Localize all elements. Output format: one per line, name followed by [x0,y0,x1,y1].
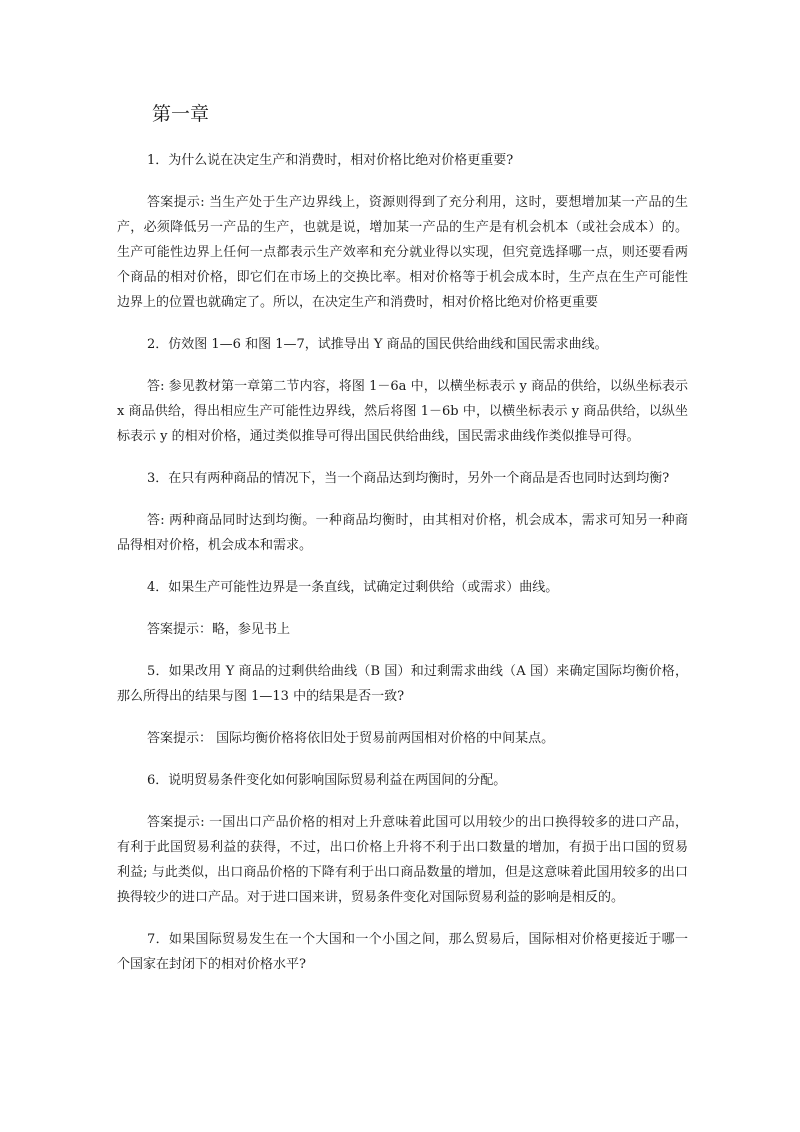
question-1: 1．为什么说在决定生产和消费时，相对价格比绝对价格更重要? [147,153,514,168]
answer-3: 答: 两种商品同时达到均衡。一种商品均衡时，由其相对价格，机会成本，需求可知另一种商品得相对价格，机会成本和需求。 [117,513,688,553]
question-7: 7．如果国际贸易发生在一个大国和一个小国之间，那么贸易后，国际相对价格更接近于哪一个国家在封闭下的相对价格水平? [117,932,688,972]
question-3: 3．在只有两种商品的情况下，当一个商品达到均衡时，另外一个商品是否也同时达到均衡? [147,471,670,486]
question-5: 5．如果改用 Y 商品的过剩供给曲线（B 国）和过剩需求曲线（A 国）来确定国际均衡价格，那么所得出的结果与图 1—13 中的结果是否一致? [117,664,688,704]
question-2: 2．仿效图 1—6 和图 1—7，试推导出 Y 商品的国民供给曲线和国民需求曲线。 [147,337,608,352]
answer-4: 答案提示：略，参见书上 [147,622,291,637]
answer-2: 答: 参见教材第一章第二节内容，将图 1－6a 中，以横坐标表示 y 商品的供给，以纵坐标表示 x 商品供给，得出相应生产可能性边界线，然后将图 1－6b 中，以横坐标表示 y 商品供给，以纵坐标表示 y 的相对价格，通过类似推导可得出国民供给曲线，国民需求曲线作类似推导可得。 [117,379,688,444]
chapter-title: 第一章 [152,103,210,125]
answer-5: 答案提示： 国际均衡价格将依旧处于贸易前两国相对价格的中间某点。 [147,731,555,746]
question-4: 4．如果生产可能性边界是一条直线，试确定过剩供给（或需求）曲线。 [147,580,559,595]
question-6: 6．说明贸易条件变化如何影响国际贸易利益在两国间的分配。 [147,773,507,788]
answer-6: 答案提示: 一国出口产品价格的相对上升意味着此国可以用较少的出口换得较多的进口产品，有利于此国贸易利益的获得，不过，出口价格上升将不利于出口数量的增加，有损于出口国的贸易利益; 与此类似，出口商品价格的下降有利于出口商品数量的增加，但是这意味着此国用较多的出口换得较少的进口产品。对于进口国来讲，贸易条件变化对国际贸易利益的影响是相反的。 [117,815,688,905]
answer-1: 答案提示: 当生产处于生产边界线上，资源则得到了充分利用，这时，要想增加某一产品的生产，必须降低另一产品的生产，也就是说，增加某一产品的生产是有机会机本（或社会成本）的。生产可能性边界上任何一点都表示生产效率和充分就业得以实现，但究竟选择哪一点，则还要看两个商品的相对价格，即它们在市场上的交换比率。相对价格等于机会成本时，生产点在生产可能性边界上的位置也就确定了。所以，在决定生产和消费时，相对价格比绝对价格更重要 [117,195,688,310]
